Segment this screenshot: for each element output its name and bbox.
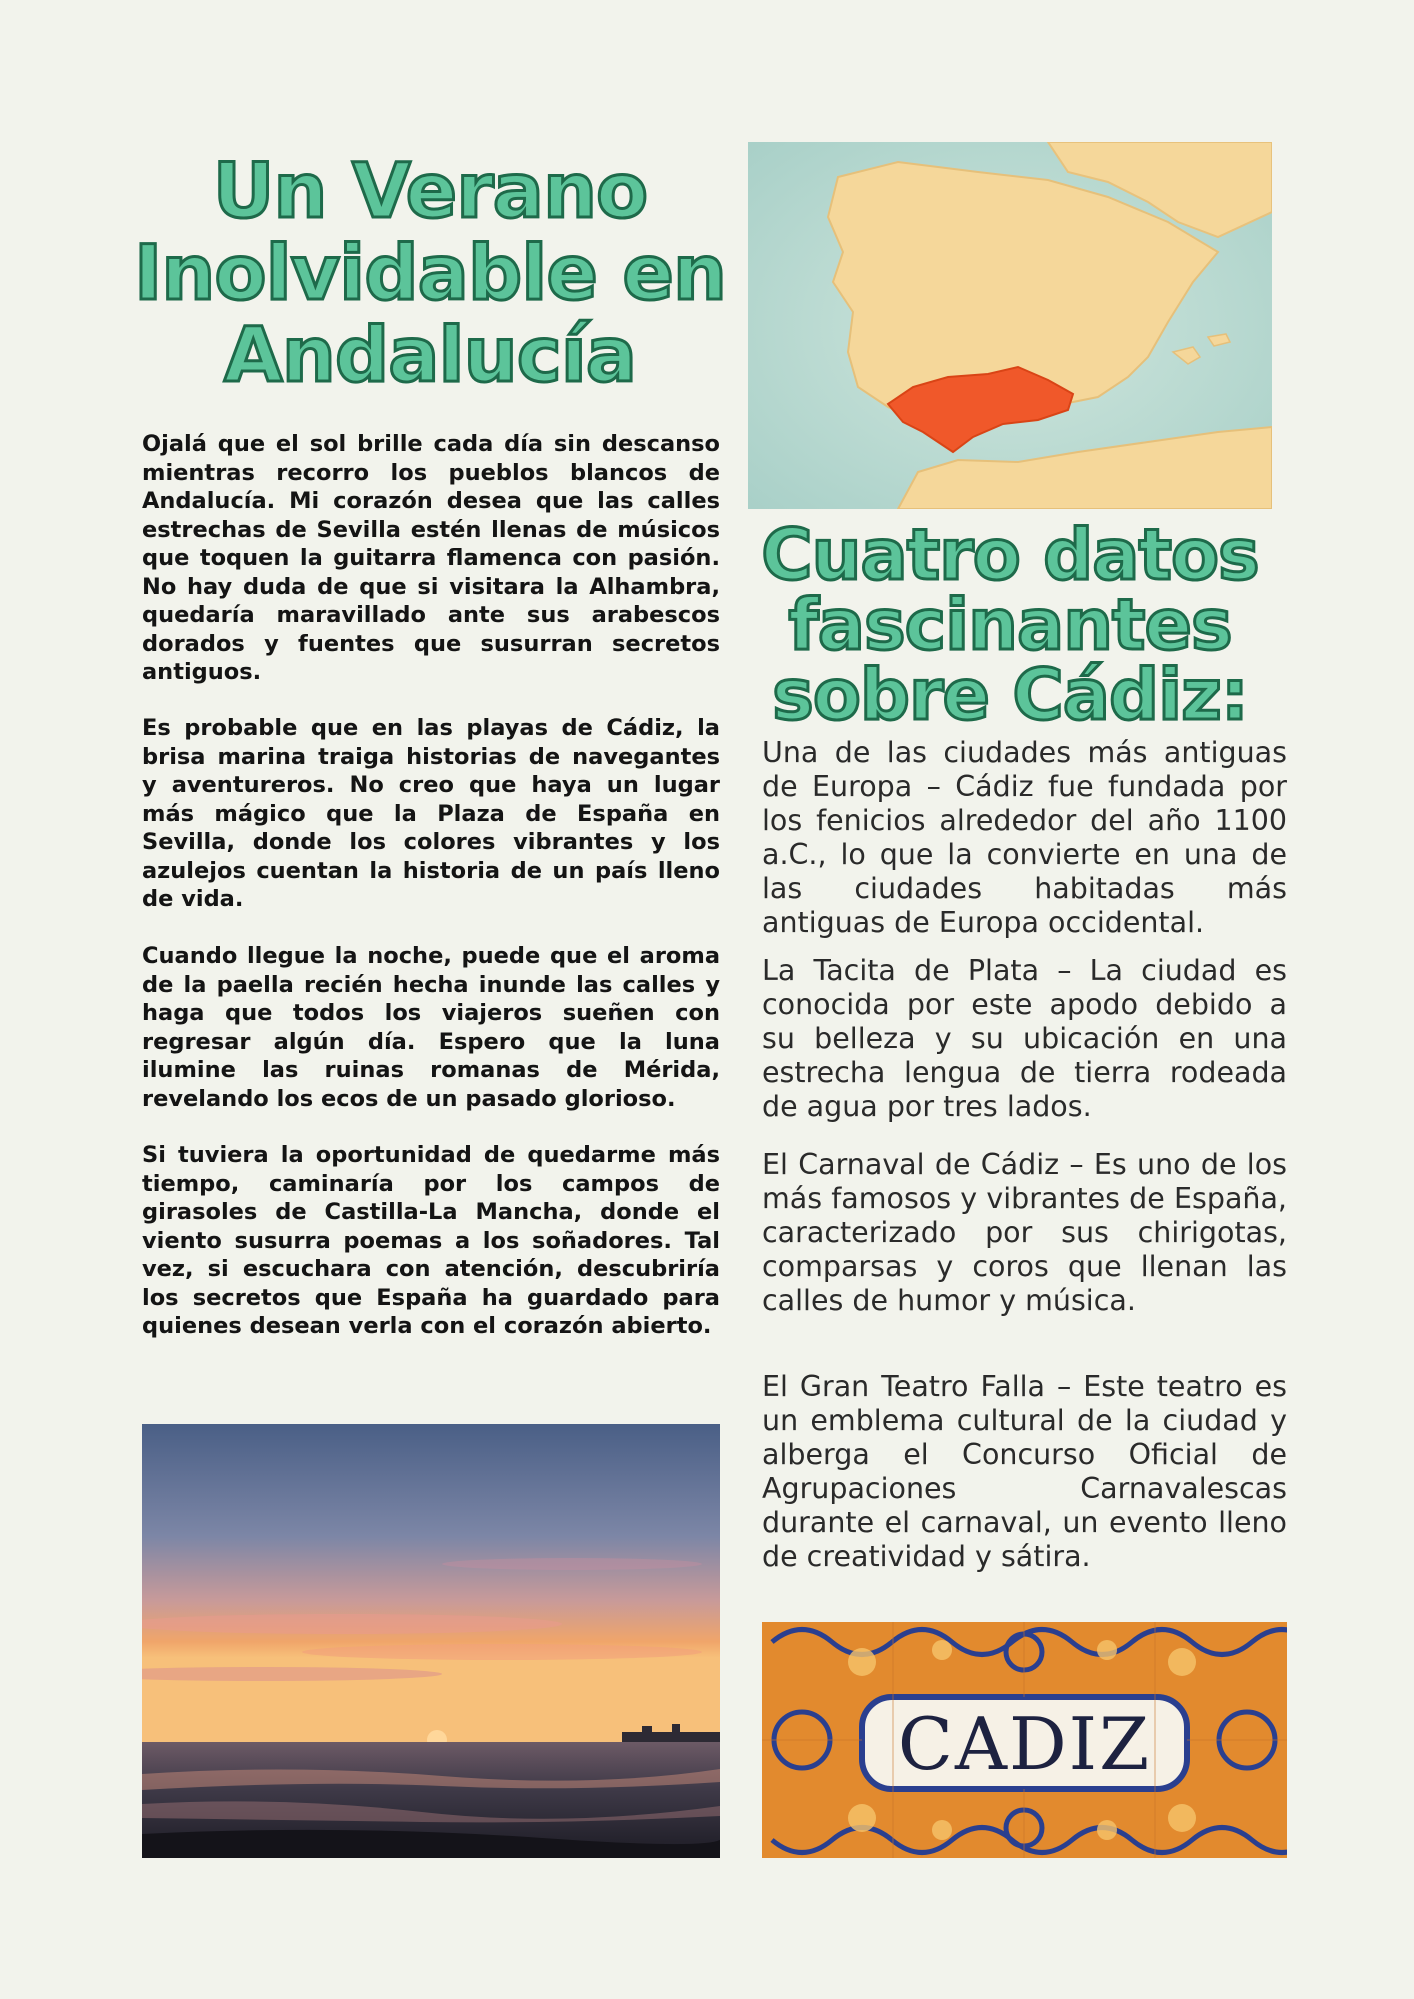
- main-title: Un Verano Inolvidable en Andalucía: [133, 146, 727, 399]
- sunset-beach-image: [142, 1424, 720, 1858]
- fact-1: Una de las ciudades más antiguas de Europa – Cádiz fue fundada por los fenicios alrededor del año 1100 a.C., lo que la convierte en una de las ciudades habitadas más antiguas de Europa occidental.: [762, 736, 1287, 939]
- paragraph-1: Ojalá que el sol brille cada día sin descanso mientras recorro los pueblos blancos de Andalucía. Mi corazón desea que las calles estrechas de Sevilla estén llenas de músicos que toquen la guitarra flamenca con pasión. No hay duda de que si visitara la Alhambra, quedaría maravillado ante sus arabescos dorados y fuentes que susurran secretos antiguos.: [142, 431, 720, 685]
- fact-3: El Carnaval de Cádiz – Es uno de los más famosos y vibrantes de España, caracterizado por sus chirigotas, comparsas y coros que llenan las calles de humor y música.: [762, 1148, 1287, 1317]
- paragraph-4: Si tuviera la oportunidad de quedarme más tiempo, caminaría por los campos de girasoles de Castilla-La Mancha, donde el viento susurra poemas a los soñadores. Tal vez, si escuchara con atención, descubriría los secretos que España ha guardado para quienes desean verla con el corazón abierto.: [142, 1142, 720, 1339]
- facts-title: Cuatro datos fascinantes sobre Cádiz:: [761, 514, 1259, 736]
- paragraph-2: Es probable que en las playas de Cádiz, la brisa marina traiga historias de navegantes y aventureros. No creo que haya un lugar más mágico que la Plaza de España en Sevilla, donde los colores vibrantes y los azulejos cuentan la historia de un país lleno de vida.: [142, 715, 720, 912]
- iberia-map-illustration: [748, 142, 1272, 509]
- fact-2: La Tacita de Plata – La ciudad es conocida por este apodo debido a su belleza y su ubicación en una estrecha lengua de tierra rodeada de agua por tres lados.: [762, 954, 1287, 1123]
- spain-map-image: [748, 142, 1272, 509]
- cadiz-tile-image: [762, 1622, 1287, 1858]
- sunset-illustration: [142, 1424, 720, 1858]
- tile-text: CADIZ: [897, 1702, 1152, 1786]
- fact-4: El Gran Teatro Falla – Este teatro es un emblema cultural de la ciudad y alberga el Concurso Oficial de Agrupaciones Carnavalescas durante el carnaval, un evento lleno de creatividad y sátira.: [762, 1370, 1287, 1573]
- paragraph-3: Cuando llegue la noche, puede que el aroma de la paella recién hecha inunde las calles y haga que todos los viajeros sueñen con regresar algún día. Espero que la luna ilumine las ruinas romanas de Mérida, revelando los ecos de un pasado glorioso.: [142, 943, 720, 1112]
